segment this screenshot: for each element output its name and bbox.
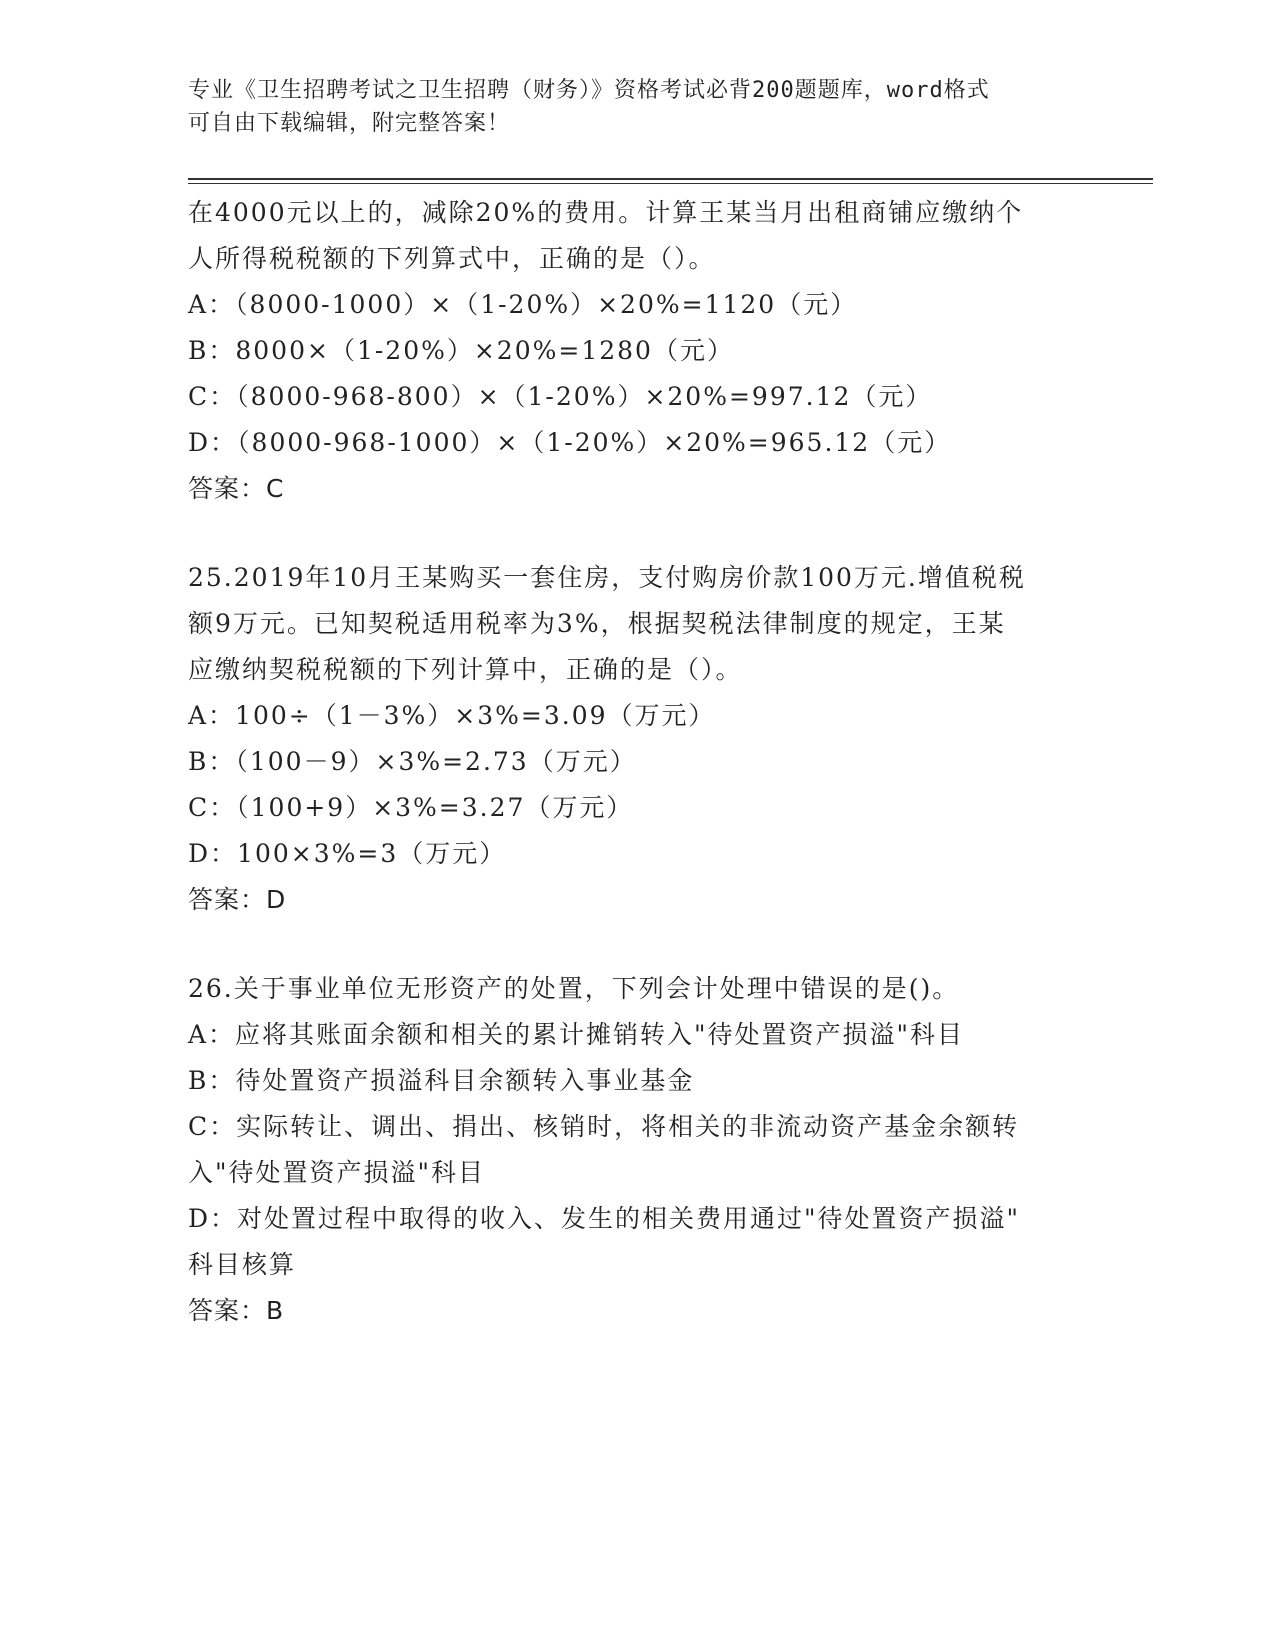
question-spacer	[188, 923, 1088, 966]
option-a: A：100÷（1－3%）×3%=3.09（万元）	[188, 701, 716, 730]
option-d: D：对处置过程中取得的收入、发生的相关费用通过"待处置资产损溢"	[188, 1204, 1021, 1233]
option-c-continued: 入"待处置资产损溢"科目	[188, 1158, 485, 1187]
option-a: A：应将其账面余额和相关的累计摊销转入"待处置资产损溢"科目	[188, 1020, 965, 1049]
option-d-continued: 科目核算	[188, 1250, 297, 1279]
question-spacer	[188, 512, 1088, 555]
option-c: C：实际转让、调出、捐出、核销时，将相关的非流动资产基金余额转	[188, 1112, 1020, 1141]
question-26	[188, 966, 1088, 1334]
question-stem-line: 额9万元。已知契税适用税率为3%，根据契税法律制度的规定，王某	[188, 609, 1006, 638]
option-c: C：（100+9）×3%=3.27（万元）	[188, 793, 634, 822]
header-divider	[188, 178, 1153, 180]
question-stem-line: 25.2019年10月王某购买一套住房，支付购房价款100万元.增值税税	[188, 563, 1026, 592]
option-b: B：待处置资产损溢科目余额转入事业基金	[188, 1066, 695, 1095]
answer-line: 答案：B	[188, 1296, 285, 1325]
header-title-line-1: 专业《卫生招聘考试之卫生招聘（财务）》资格考试必背200题题库，word格式	[188, 78, 990, 103]
page-header	[188, 74, 1088, 140]
question-stem-line: 26.关于事业单位无形资产的处置，下列会计处理中错误的是()。	[188, 974, 960, 1003]
option-b: B：（100－9）×3%=2.73（万元）	[188, 747, 637, 776]
header-divider-thin	[188, 183, 1153, 184]
header-title-line-2: 可自由下载编辑，附完整答案！	[188, 111, 511, 136]
question-25	[188, 555, 1088, 923]
option-b: B：8000×（1-20%）×20%=1280（元）	[188, 336, 734, 365]
answer-line: 答案：D	[188, 885, 287, 914]
option-a: A：（8000-1000）×（1-20%）×20%=1120（元）	[188, 290, 858, 319]
answer-line: 答案：C	[188, 474, 285, 503]
option-c: C：（8000-968-800）×（1-20%）×20%=997.12（元）	[188, 382, 933, 411]
question-stem-line: 应缴纳契税税额的下列计算中，正确的是（）。	[188, 655, 743, 684]
question-stem-line: 在4000元以上的，减除20%的费用。计算王某当月出租商铺应缴纳个	[188, 198, 1024, 227]
option-d: D：（8000-968-1000）×（1-20%）×20%=965.12（元）	[188, 428, 952, 457]
option-d: D：100×3%=3（万元）	[188, 839, 507, 868]
question-list	[188, 190, 1088, 1334]
question-24-continued	[188, 190, 1088, 512]
question-stem-line: 人所得税税额的下列算式中，正确的是（）。	[188, 244, 716, 273]
